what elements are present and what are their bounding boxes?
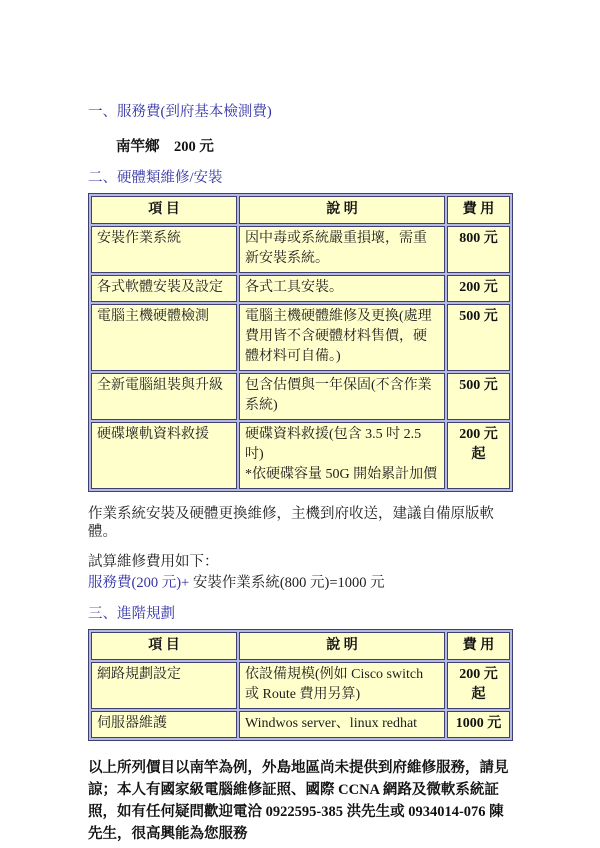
row-fee: 500 元 (447, 304, 510, 371)
row-desc: 包含估價與一年保固(不含作業系統) (239, 373, 445, 420)
row-fee: 500 元 (447, 373, 510, 420)
table-header-row (91, 196, 510, 224)
row-desc: Windwos server、linux redhat (239, 711, 445, 738)
row-fee: 200 元起 (447, 662, 510, 709)
row-desc-line2: *依硬碟容量 50G 開始累計加價 (245, 467, 438, 482)
cost-example-formula (88, 573, 512, 594)
row-fee: 200 元起 (447, 422, 510, 489)
row-item: 網路規劃設定 (91, 662, 237, 709)
formula-rest: 安裝作業系統(800 元)=1000 元 (189, 575, 385, 591)
header-desc: 說 明 (239, 632, 445, 660)
row-item: 電腦主機硬體檢測 (91, 304, 237, 371)
table-row (91, 422, 510, 489)
service-fee-highlight: 服務費(200 元)+ (88, 575, 190, 591)
row-desc-line1: 硬碟資料救援(包含 3.5 吋 2.5 吋) (245, 427, 422, 462)
section2-heading: 二、硬體類維修/安裝 (88, 170, 223, 186)
row-item: 伺服器維護 (91, 711, 237, 738)
row-fee: 200 元 (447, 275, 510, 302)
row-item: 安裝作業系統 (91, 226, 237, 273)
header-item: 項 目 (91, 196, 237, 224)
table-row (91, 662, 510, 709)
row-desc: 電腦主機硬體維修及更換(處理費用皆不含硬體材料售價，硬體材料可自備。) (239, 304, 445, 371)
cost-example (88, 552, 512, 594)
section3-heading: 三、進階規劃 (88, 606, 175, 622)
row-fee: 800 元 (447, 226, 510, 273)
row-desc: 各式工具安裝。 (239, 275, 445, 302)
advanced-planning-table (88, 629, 513, 741)
table-row (91, 304, 510, 371)
table-row (91, 275, 510, 302)
table-header-row (91, 632, 510, 660)
table-row (91, 226, 510, 273)
table-row (91, 711, 510, 738)
row-fee: 1000 元 (447, 711, 510, 738)
row-item: 硬碟壞軌資料救援 (91, 422, 237, 489)
section1-heading: 一、服務費(到府基本檢測費) (88, 104, 272, 120)
row-item: 各式軟體安裝及設定 (91, 275, 237, 302)
cost-example-label: 試算維修費用如下： (88, 554, 219, 570)
row-item: 全新電腦組裝與升級 (91, 373, 237, 420)
section1-price-line: 南竿鄉 200 元 (116, 139, 214, 155)
header-fee: 費 用 (447, 632, 510, 660)
row-desc: 因中毒或系統嚴重損壞，需重新安裝系統。 (239, 226, 445, 273)
header-item: 項 目 (91, 632, 237, 660)
header-fee: 費 用 (447, 196, 510, 224)
header-desc: 說 明 (239, 196, 445, 224)
hardware-repair-table (88, 193, 513, 492)
service-note: 作業系統安裝及硬體更換維修，主機到府收送，建議自備原版軟體。 (88, 506, 494, 540)
table-row (91, 373, 510, 420)
footer-contact-paragraph: 以上所列價目以南竿為例，外島地區尚未提供到府維修服務，請見諒；本人有國家級電腦維修証照、國際 CCNA 網路及微軟系統証照，如有任何疑問歡迎電洽 0922595-385 洪先生或 0934014-076 陳先生，很高興能為您服務 (88, 760, 509, 842)
row-desc (239, 422, 445, 489)
row-desc: 依設備規模(例如 Cisco switch 或 Route 費用另算) (239, 662, 445, 709)
